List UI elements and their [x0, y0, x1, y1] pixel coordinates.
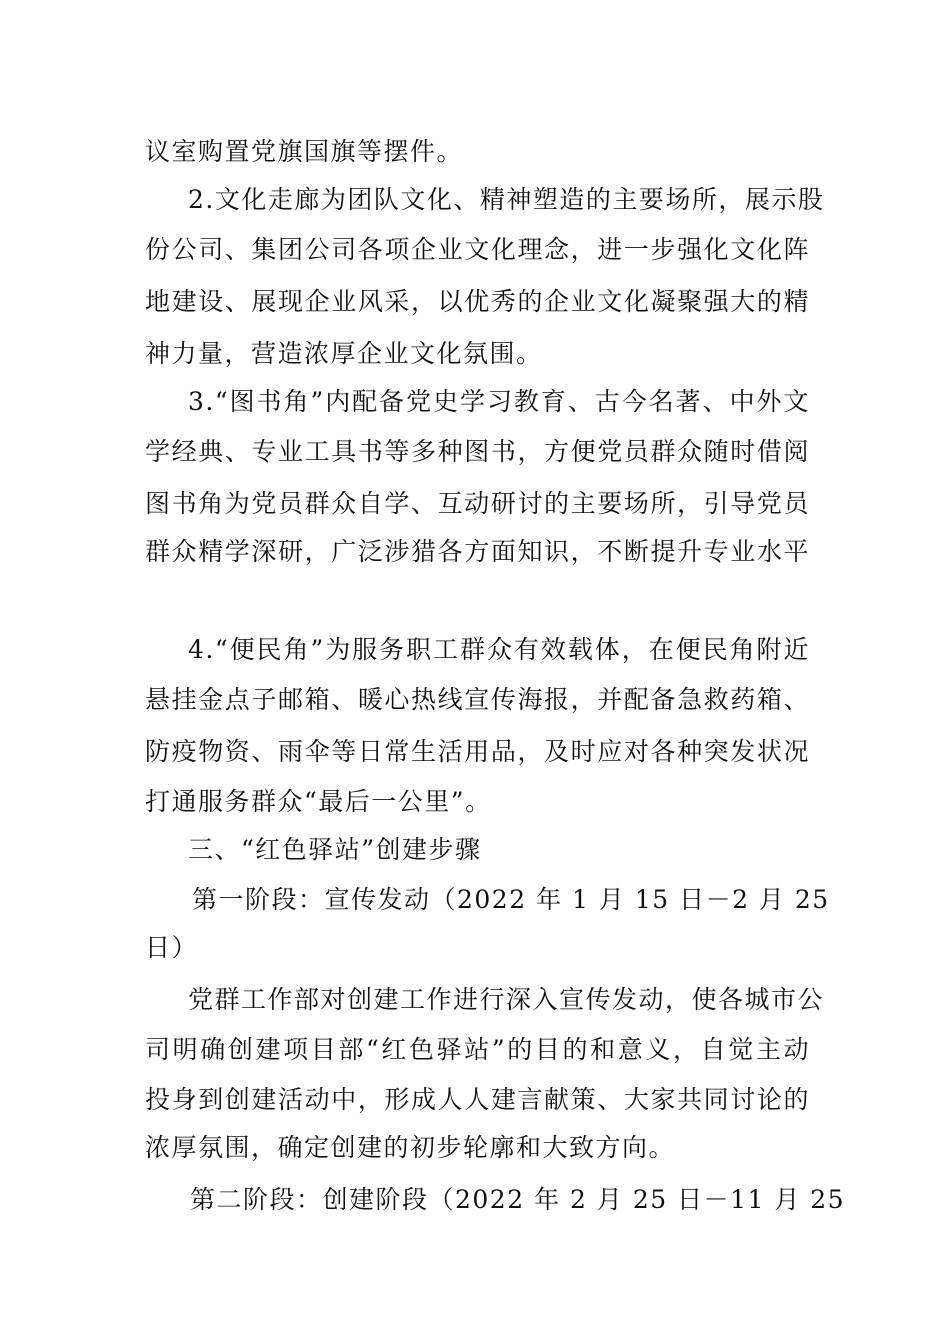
text-line: 学经典、专业工具书等多种图书，方便党员群众随时借阅 — [145, 437, 810, 466]
text-line: 司明确创建项目部“红色驿站”的目的和意义，自觉主动 — [145, 1035, 810, 1064]
text-line: 份公司、集团公司各项企业文化理念，进一步强化文化阵 — [145, 235, 810, 264]
section-heading: 三、“红色驿站”创建步骤 — [188, 835, 482, 864]
text-line: 图书角为党员群众自学、互动研讨的主要场所，引导党员 — [145, 489, 810, 518]
text-line: 悬挂金点子邮箱、暖心热线宣传海报，并配备急救药箱、 — [145, 685, 810, 714]
text-line: 日） — [145, 933, 199, 962]
text-line: 4.“便民角”为服务职工群众有效载体，在便民角附近 — [188, 635, 810, 664]
text-line: 第二阶段：创建阶段（2022 年 2 月 25 日－11 月 25 — [190, 1185, 846, 1214]
text-line: 第一阶段：宣传发动（2022 年 1 月 15 日－2 月 25 — [192, 885, 830, 914]
text-line: 神力量，营造浓厚企业文化氛围。 — [145, 339, 543, 368]
text-line: 党群工作部对创建工作进行深入宣传发动，使各城市公 — [188, 985, 825, 1014]
text-line: 3.“图书角”内配备党史学习教育、古今名著、中外文 — [188, 387, 810, 416]
text-line: 浓厚氛围，确定创建的初步轮廓和大致方向。 — [145, 1133, 676, 1162]
text-line: 打通服务群众“最后一公里”。 — [145, 787, 492, 816]
text-line: 防疫物资、雨伞等日常生活用品，及时应对各种突发状况 — [145, 737, 810, 766]
text-line: 2.文化走廊为团队文化、精神塑造的主要场所，展示股 — [188, 185, 825, 214]
text-line: 投身到创建活动中，形成人人建言献策、大家共同讨论的 — [145, 1085, 810, 1114]
text-line: 群众精学深研，广泛涉猎各方面知识，不断提升专业水平 — [145, 537, 810, 566]
text-line: 地建设、展现企业风采，以优秀的企业文化凝聚强大的精 — [145, 287, 810, 316]
text-line: 议室购置党旗国旗等摆件。 — [145, 137, 464, 166]
